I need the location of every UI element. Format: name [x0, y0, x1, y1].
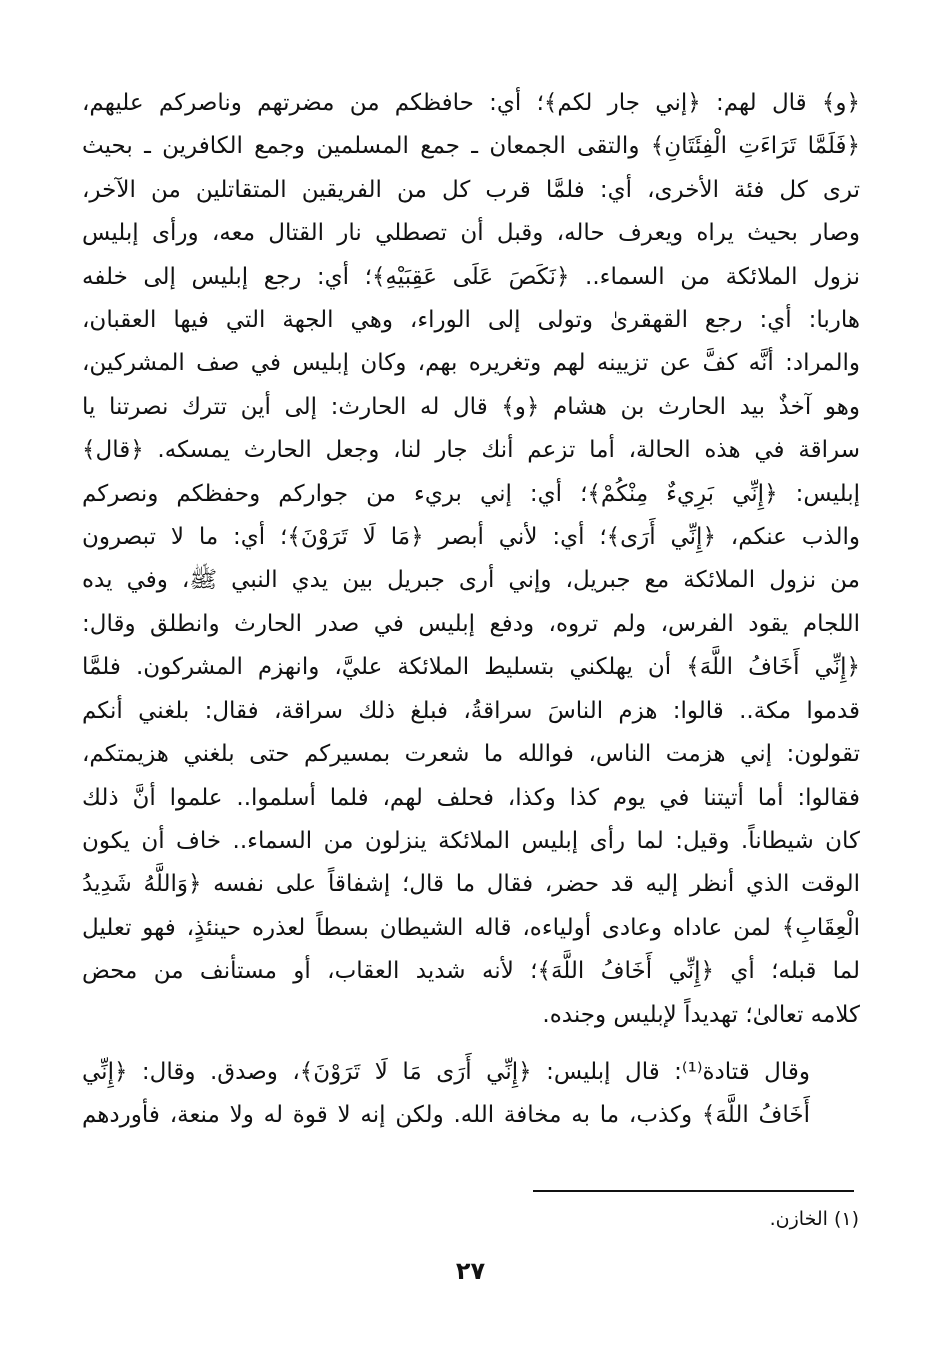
- text-line: كان شيطاناً. وقيل: لما رأى إبليس الملائكة ينزلون من السماء.. خاف أن يكون: [82, 827, 860, 854]
- text-line: قدموا مكة.. قالوا: هزم الناسَ سراقةُ، فبلغ ذلك سراقة، فقال: بلغني أنكم: [82, 697, 860, 724]
- text-line: الْعِقَابِ﴾ لمن عاداه وعادى أولياءه، قاله الشيطان بسطاً لعذره حينئذٍ، فهو تعليل: [82, 914, 860, 941]
- footnote: (١) الخازن.: [769, 1208, 859, 1230]
- text-line: نزول الملائكة من السماء.. ﴿نَكَصَ عَلَى عَقِبَيْهِ﴾؛ أي: رجع إبليس إلى خلفه: [82, 263, 860, 290]
- text-line: والذب عنكم، ﴿إِنِّي أَرَى﴾؛ أي: لأني أبصر ﴿مَا لَا تَرَوْنَ﴾؛ أي: ما لا تبصرون: [82, 524, 860, 551]
- page-number: ٢٧: [455, 1257, 486, 1285]
- text-line: من نزول الملائكة مع جبريل، وإني أرى جبريل بين يدي النبي ﷺ، وفي يده: [82, 567, 860, 594]
- text-line: لما قبله؛ أي ﴿إِنِّي أَخَافُ اللَّهَ﴾؛ لأنه شديد العقاب، أو مستأنف من محض: [82, 958, 860, 985]
- text-line: كلامه تعالىٰ؛ تهديداً لإبليس وجنده.: [542, 1001, 860, 1028]
- text-line: الوقت الذي أنظر إليه قد حضر، فقال ما قال؛ إشفاقاً على نفسه ﴿وَاللَّهُ شَدِيدُ: [82, 871, 860, 898]
- text-line: ﴿و﴾ قال لهم: ﴿إني جار لكم﴾؛ أي: حافظكم من مضرتهم وناصركم عليهم،: [82, 90, 860, 116]
- text-line: فقالوا: أما أتيتنا في يوم كذا وكذا، فحلف لهم، فلما أسلموا.. علموا أنَّ ذلك: [82, 784, 860, 811]
- text-line: ﴿إِنِّي أَخَافُ اللَّهَ﴾ أن يهلكني بتسليط الملائكة عليَّ، وانهزم المشركون. فلمَّا: [82, 654, 860, 681]
- text-line: وصار بحيث يراه ويعرف حاله، وقبل أن تصطلي نار القتال معه، ورأى إبليس: [82, 220, 860, 247]
- text-line: سراقة في هذه الحالة، أما تزعم أنك جار لنا، وجعل الحارث يمسكه. ﴿قال﴾: [82, 437, 860, 464]
- text-line: تقولون: إني هزمت الناس، فوالله ما شعرت بمسيركم حتى بلغني هزيمتكم،: [82, 741, 860, 768]
- text-line: والمراد: أنَّه كفَّ عن تزيينه لهم وتغريره بهم، وكان إبليس في صف المشركين،: [82, 350, 860, 377]
- paragraph-1: [82, 82, 860, 1037]
- text-line: هاربا: أي: رجع القهقرىٰ وتولى إلى الوراء، وهي الجهة التي فيها العقبان،: [82, 307, 860, 334]
- paragraph-2: [82, 1051, 860, 1138]
- footnote-divider: [533, 1190, 854, 1192]
- text-line: ترى كل فئة الأخرى، أي: فلمَّا قرب كل من الفريقين المتقاتلين من الآخر،: [82, 176, 860, 203]
- text-line: أَخَافُ اللَّهَ﴾ وكذب، ما به مخافة الله. ولكن إنه لا قوة له ولا منعة، فأوردهم: [82, 1102, 810, 1129]
- text-line: ﴿فَلَمَّا تَرَاءَتِ الْفِئَتَانِ﴾ والتقى الجمعان ـ جمع المسلمين وجمع الكافرين ـ بحيث: [82, 133, 860, 160]
- text-line: اللجام يقود الفرس، ولم تروه، ودفع إبليس في صدر الحارث وانطلق وقال:: [82, 610, 860, 637]
- text-line: وقال قتادة⁽¹⁾: قال إبليس: ﴿إِنِّي أَرَى مَا لَا تَرَوْنَ﴾، وصدق. وقال: ﴿إِنِّي: [82, 1058, 810, 1085]
- text-line: وهو آخذٌ بيد الحارث بن هشام ﴿و﴾ قال له الحارث: إلى أين تترك نصرتنا يا: [82, 393, 860, 420]
- body-text: [82, 82, 860, 1138]
- text-line: إبليس: ﴿إِنِّي بَرِيءٌ مِنْكُمْ﴾؛ أي: إني بريء من جواركم وحفظكم ونصركم: [82, 480, 860, 507]
